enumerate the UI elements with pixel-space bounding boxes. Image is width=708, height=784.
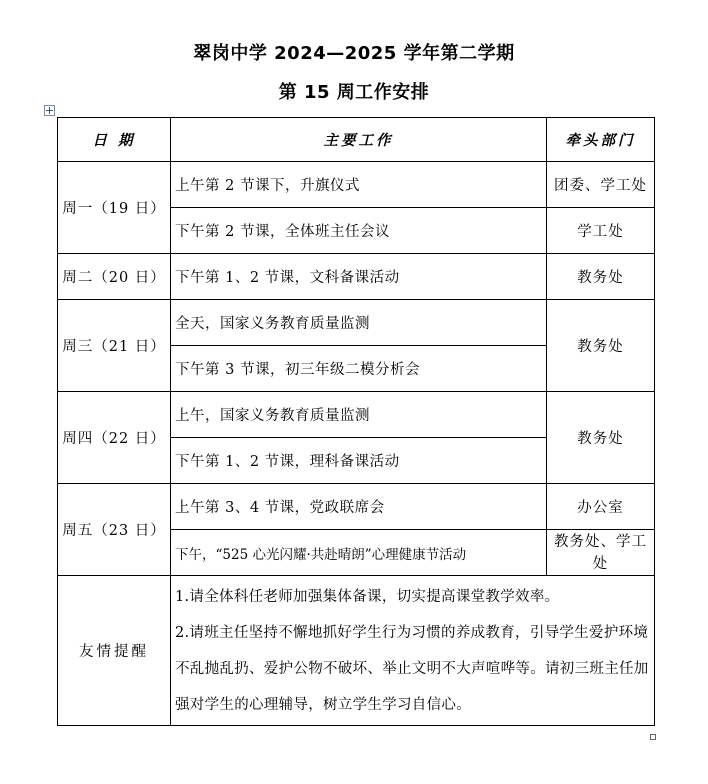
task-cell: 上午第 3、4 节课，党政联席会: [171, 484, 547, 530]
table-row: [58, 484, 655, 530]
header-main-work: 主要工作: [171, 118, 547, 162]
dept-cell: 学工处: [547, 208, 655, 254]
table-header-row: [58, 118, 655, 162]
day-cell-friday: 周五（23 日）: [58, 484, 171, 576]
reminder-content: [171, 576, 655, 726]
dept-cell: 教务处、学工处: [547, 530, 655, 576]
task-cell: 下午第 3 节课，初三年级二模分析会: [171, 346, 547, 392]
header-date: 日 期: [58, 118, 171, 162]
document-title: 翠岗中学 2024—2025 学年第二学期: [193, 43, 515, 64]
task-cell: 上午，国家义务教育质量监测: [171, 392, 547, 438]
table-row: [58, 300, 655, 346]
document-subtitle: 第 15 周工作安排: [278, 82, 430, 103]
dept-cell: 教务处: [547, 254, 655, 300]
table-row: [58, 162, 655, 208]
table-row: [58, 392, 655, 438]
reminder-label: 友情提醒: [58, 576, 171, 726]
task-cell: 下午第 1、2 节课，文科备课活动: [171, 254, 547, 300]
day-cell-monday: 周一（19 日）: [58, 162, 171, 254]
task-cell: 下午，“525 心光闪耀·共赴晴朗”心理健康节活动: [171, 530, 547, 576]
reminder-item: 2.请班主任坚持不懈地抓好学生行为习惯的养成教育，引导学生爱护环境不乱抛乱扔、爱护公物不破坏、举止文明不大声喧哗等。请初三班主任加强对学生的心理辅导，树立学生学习自信心。: [175, 624, 649, 713]
dept-cell: 教务处: [547, 300, 655, 392]
reminder-item: 1.请全体科任老师加强集体备课，切实提高课堂教学效率。: [175, 588, 560, 605]
table-resize-handle[interactable]: [650, 734, 656, 740]
dept-cell: 办公室: [547, 484, 655, 530]
table-move-handle-icon[interactable]: [44, 105, 55, 116]
header-lead-dept: 牵头部门: [547, 118, 655, 162]
task-cell: 全天，国家义务教育质量监测: [171, 300, 547, 346]
task-cell: 上午第 2 节课下，升旗仪式: [171, 162, 547, 208]
schedule-table: [57, 117, 655, 726]
dept-cell: 教务处: [547, 392, 655, 484]
dept-cell: 团委、学工处: [547, 162, 655, 208]
task-cell: 下午第 1、2 节课，理科备课活动: [171, 438, 547, 484]
day-cell-thursday: 周四（22 日）: [58, 392, 171, 484]
table-row: [58, 254, 655, 300]
reminder-row: [58, 576, 655, 726]
day-cell-tuesday: 周二（20 日）: [58, 254, 171, 300]
day-cell-wednesday: 周三（21 日）: [58, 300, 171, 392]
task-cell: 下午第 2 节课，全体班主任会议: [171, 208, 547, 254]
